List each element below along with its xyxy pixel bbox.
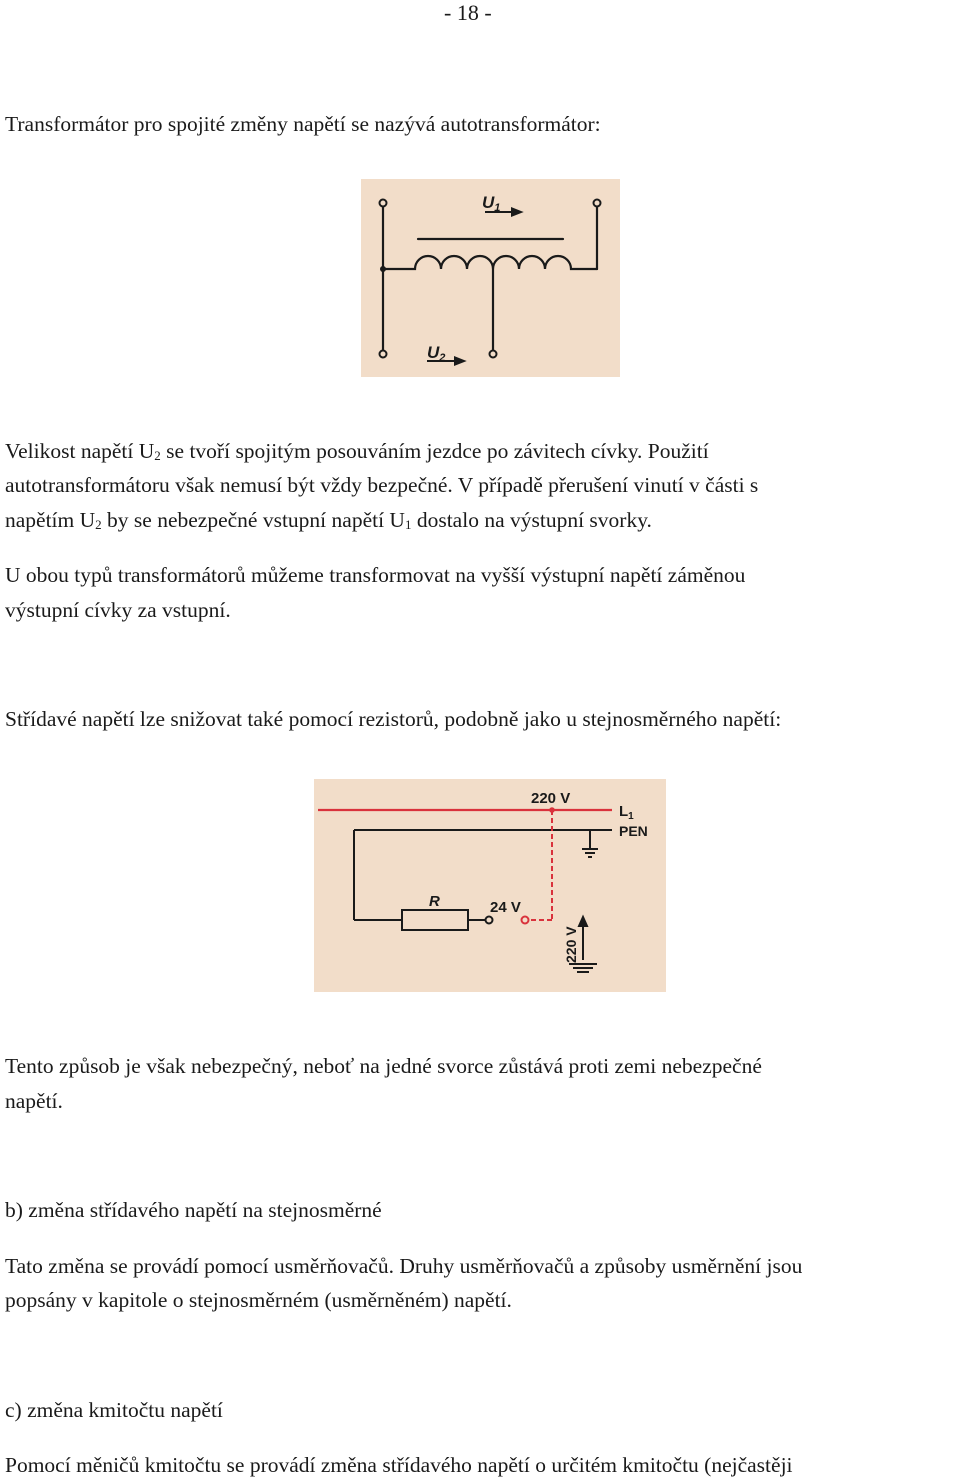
para4-line2: napětí. xyxy=(5,1089,63,1113)
intro-text: Transformátor pro spojité změny napětí se nazývá autotransformátor: xyxy=(5,112,601,136)
terminal-bottom-right xyxy=(490,351,497,358)
para2-line1: U obou typů transformátorů můžeme transformovat na vyšší výstupní napětí záměnou xyxy=(5,563,746,587)
page-number: - 18 - xyxy=(444,0,492,25)
junction-dot xyxy=(380,266,386,272)
heading-c: c) změna kmitočtu napětí xyxy=(5,1398,223,1422)
para4-line1: Tento způsob je však nebezpečný, neboť na jedné svorce zůstává proti zemi nebezpečné xyxy=(5,1054,762,1078)
autotransformer-diagram xyxy=(361,179,620,377)
para2-line2: výstupní cívky za vstupní. xyxy=(5,598,231,622)
para5-line1: Tato změna se provádí pomocí usměrňovačů. Druhy usměrňovačů a způsoby usměrnění jsou xyxy=(5,1254,803,1278)
resistor-divider-diagram xyxy=(314,779,666,992)
voltage-top-label: 220 V xyxy=(531,790,571,807)
voltage-ground-label: 220 V xyxy=(563,926,579,963)
terminal-left xyxy=(486,917,493,924)
heading-b: b) změna střídavého napětí na stejnosměrné xyxy=(5,1198,382,1222)
pen-label: PEN xyxy=(619,823,648,839)
voltage-out-label: 24 V xyxy=(490,899,521,916)
para1-line1: Velikost napětí $U_2$ se tvoří spojitým posouváním jezdce po závitech cívky. Použití xyxy=(5,439,709,463)
terminal-top-left xyxy=(380,200,387,207)
resistor xyxy=(402,910,468,930)
u1-label: U1 xyxy=(482,193,501,214)
para1-line2: autotransformátoru však nemusí být vždy bezpečné. V případě přerušení vinutí v části s xyxy=(5,473,759,497)
terminal-top-right xyxy=(594,200,601,207)
terminal-bottom-left xyxy=(380,351,387,358)
para1-line3: napětím $U_2$ by se nebezpečné vstupní napětí $U_1$ dostalo na výstupní svorky. xyxy=(5,508,652,532)
para5-line2: popsány v kapitole o stejnosměrném (usměrněném) napětí. xyxy=(5,1288,512,1312)
r-label: R xyxy=(429,893,440,910)
para3-text: Střídavé napětí lze snižovat také pomocí rezistorů, podobně jako u stejnosměrného napětí: xyxy=(5,707,782,731)
l1-label: $L_1$ xyxy=(619,803,634,822)
para6-text: Pomocí měničů kmitočtu se provádí změna střídavého napětí o určitém kmitočtu (nejčastěji xyxy=(5,1453,793,1477)
u2-label: U2 xyxy=(427,343,446,364)
terminal-right xyxy=(522,917,529,924)
